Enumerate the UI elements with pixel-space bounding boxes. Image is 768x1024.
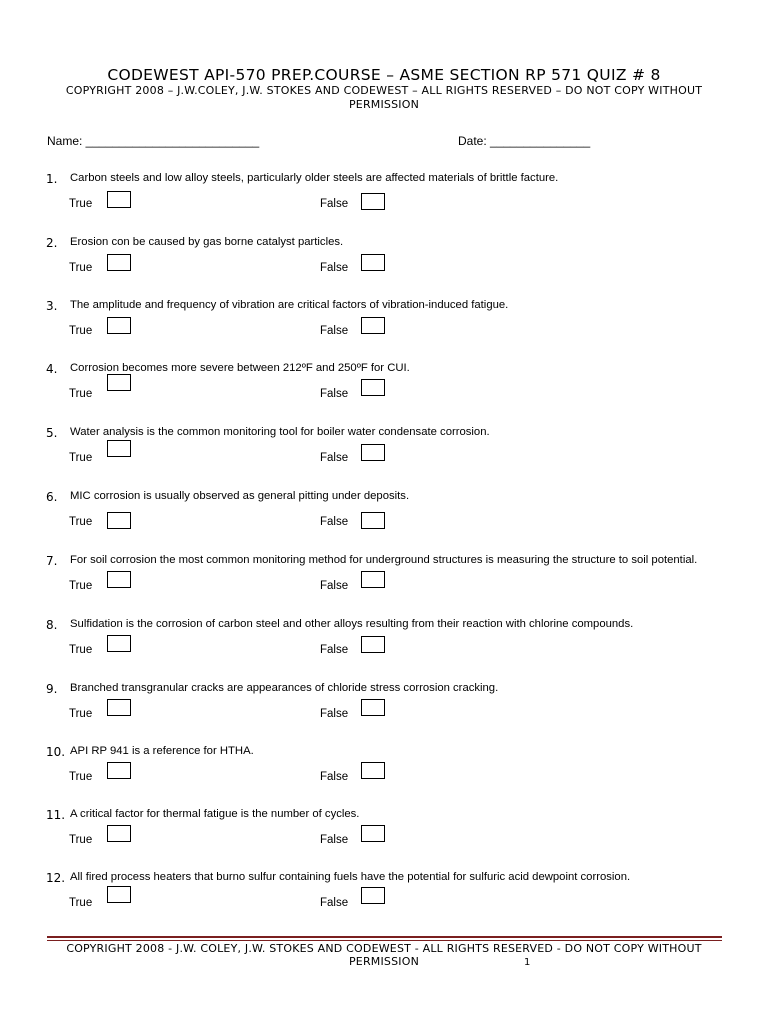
question-number: 10.: [46, 745, 66, 759]
false-label: False: [320, 580, 349, 592]
question-text: Erosion con be caused by gas borne catalyst particles.: [70, 236, 344, 248]
false-checkbox[interactable]: [361, 317, 385, 334]
false-checkbox[interactable]: [361, 512, 385, 529]
question-text: Corrosion becomes more severe between 212ºF and 250ºF for CUI.: [70, 362, 410, 374]
false-label: False: [320, 262, 349, 274]
false-checkbox[interactable]: [361, 699, 385, 716]
false-label: False: [320, 388, 349, 400]
question-number: 11.: [46, 808, 66, 822]
question-text: Carbon steels and low alloy steels, particularly older steels are affected materials of brittle facture.: [70, 172, 559, 184]
question-number: 2.: [46, 236, 58, 250]
true-checkbox[interactable]: [107, 571, 131, 588]
true-label: True: [69, 388, 93, 400]
true-label: True: [69, 198, 93, 210]
question-text: All fired process heaters that burno sulfur containing fuels have the potential for sulfuric acid dewpoint corrosion.: [70, 871, 631, 883]
false-label: False: [320, 708, 349, 720]
question-text: MIC corrosion is usually observed as general pitting under deposits.: [70, 490, 410, 502]
false-label: False: [320, 452, 349, 464]
false-checkbox[interactable]: [361, 254, 385, 271]
question-number: 12.: [46, 871, 66, 885]
true-label: True: [69, 452, 93, 464]
true-checkbox[interactable]: [107, 512, 131, 529]
true-checkbox[interactable]: [107, 317, 131, 334]
copyright-line-1: COPYRIGHT 2008 – J.W.COLEY, J.W. STOKES AND CODEWEST – ALL RIGHTS RESERVED – DO NOT COPY WITHOUT: [65, 84, 703, 97]
question-text: The amplitude and frequency of vibration are critical factors of vibration-induced fatigue.: [70, 299, 509, 311]
question-text: Sulfidation is the corrosion of carbon steel and other alloys resulting from their reaction with chlorine compounds.: [70, 618, 634, 630]
question-text: For soil corrosion the most common monitoring method for underground structures is measuring the structure to soil potential.: [70, 554, 698, 566]
footer-rule-thin: [47, 940, 722, 941]
false-label: False: [320, 516, 349, 528]
false-label: False: [320, 325, 349, 337]
true-label: True: [69, 897, 93, 909]
true-label: True: [69, 771, 93, 783]
copyright-line-2: PERMISSION: [348, 97, 420, 111]
false-checkbox[interactable]: [361, 887, 385, 904]
true-checkbox[interactable]: [107, 254, 131, 271]
question-number: 5.: [46, 426, 58, 440]
true-label: True: [69, 834, 93, 846]
question-number: 9.: [46, 682, 58, 696]
date-field[interactable]: Date: _______________: [458, 134, 591, 148]
true-label: True: [69, 325, 93, 337]
false-checkbox[interactable]: [361, 379, 385, 396]
false-checkbox[interactable]: [361, 444, 385, 461]
question-number: 1.: [46, 172, 58, 186]
false-checkbox[interactable]: [361, 571, 385, 588]
false-label: False: [320, 198, 349, 210]
question-number: 7.: [46, 554, 58, 568]
footer-rule: [47, 936, 722, 938]
true-checkbox[interactable]: [107, 762, 131, 779]
quiz-title: CODEWEST API-570 PREP.COURSE – ASME SECTION RP 571 QUIZ # 8: [107, 66, 661, 84]
true-checkbox[interactable]: [107, 374, 131, 391]
true-label: True: [69, 644, 93, 656]
false-label: False: [320, 644, 349, 656]
copyright-notice-footer: [50, 942, 718, 968]
question-number: 4.: [46, 362, 58, 376]
true-label: True: [69, 262, 93, 274]
false-checkbox[interactable]: [361, 825, 385, 842]
question-text: A critical factor for thermal fatigue is the number of cycles.: [70, 808, 360, 820]
true-label: True: [69, 580, 93, 592]
true-label: True: [69, 708, 93, 720]
copyright-notice-header: [50, 84, 718, 111]
question-number: 3.: [46, 299, 58, 313]
true-checkbox[interactable]: [107, 699, 131, 716]
name-field[interactable]: Name: __________________________: [47, 134, 260, 148]
question-text: API RP 941 is a reference for HTHA.: [70, 745, 254, 757]
true-checkbox[interactable]: [107, 886, 131, 903]
true-checkbox[interactable]: [107, 191, 131, 208]
false-checkbox[interactable]: [361, 636, 385, 653]
question-text: Water analysis is the common monitoring tool for boiler water condensate corrosion.: [70, 426, 490, 438]
footer-copyright-line-2: PERMISSION: [348, 955, 420, 968]
false-checkbox[interactable]: [361, 193, 385, 210]
page-number: 1: [524, 957, 531, 968]
true-checkbox[interactable]: [107, 440, 131, 457]
false-label: False: [320, 771, 349, 783]
false-label: False: [320, 897, 349, 909]
question-text: Branched transgranular cracks are appearances of chloride stress corrosion cracking.: [70, 682, 499, 694]
footer-copyright-line-1: COPYRIGHT 2008 - J.W. COLEY, J.W. STOKES AND CODEWEST - ALL RIGHTS RESERVED - DO NOT COPY WITHOUT: [66, 942, 702, 955]
true-checkbox[interactable]: [107, 825, 131, 842]
true-label: True: [69, 516, 93, 528]
true-checkbox[interactable]: [107, 635, 131, 652]
question-number: 6.: [46, 490, 58, 504]
false-label: False: [320, 834, 349, 846]
false-checkbox[interactable]: [361, 762, 385, 779]
question-number: 8.: [46, 618, 58, 632]
